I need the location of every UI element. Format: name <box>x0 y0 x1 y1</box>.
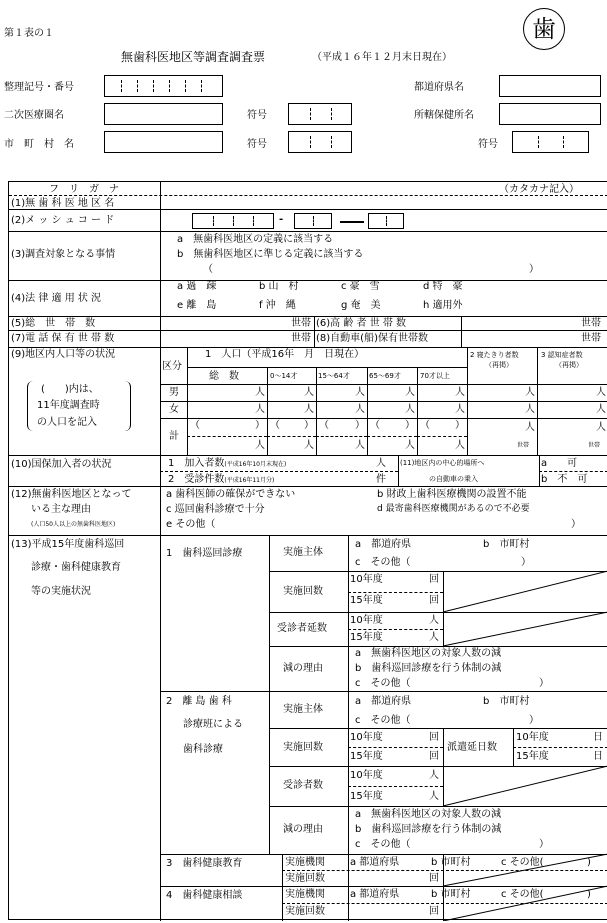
r12-option-c[interactable]: c 巡回歯科診療で十分 <box>166 504 265 515</box>
todofuken-input[interactable] <box>499 75 601 97</box>
r10-item-1: 1 加入者数(平成16年10月末現在) <box>168 458 287 469</box>
shichoson-label: 市 町 村 名 <box>4 139 74 150</box>
r12-label-1: (12)無歯科医地区となって <box>11 489 132 500</box>
s1-fy10-b: 10年度 <box>350 615 383 626</box>
furigana-label: フ リ ガ ナ <box>49 184 119 195</box>
page-title: 無歯科医地区等調査調査票 <box>121 50 266 64</box>
s1-kai-2: 回 <box>429 595 439 606</box>
col2-sub: （再掲） <box>485 361 513 369</box>
r12-option-a[interactable]: a 歯科医師の確保ができない <box>166 489 296 500</box>
s1-nin-2: 人 <box>429 632 439 643</box>
col-total: 総 数 <box>209 371 239 382</box>
pop-total-household: 世帯 <box>588 442 601 449</box>
s3-inst-a[interactable]: a 都道府県 <box>350 857 400 868</box>
s2-opt-city[interactable]: b 市町村 <box>483 696 530 707</box>
s2-nichi-2: 日 <box>593 751 603 762</box>
s2-fy10: 10年度 <box>350 732 383 743</box>
s4-kaisu-label: 実施回数 <box>285 906 325 917</box>
r4-option-a[interactable]: a 過 疎 <box>177 281 217 292</box>
s2-reason-close: ） <box>539 839 549 850</box>
r2-label: (2)メ ッ シ ュ コ ー ド <box>11 215 115 226</box>
pop-cell-unit: 人 <box>255 404 265 415</box>
s1-reason-label: 減の理由 <box>283 663 323 674</box>
r7-unit: 世帯 <box>291 333 311 344</box>
pop-total-paren-close: ） <box>355 420 365 431</box>
s1-opt-pref[interactable]: a 都道府県 <box>355 539 412 550</box>
pop-total-paren-open: （ <box>319 420 329 431</box>
s1-title: 1 歯科巡回診療 <box>166 548 243 559</box>
r3-option-b[interactable]: b 無歯科医地区に準じる定義に該当する <box>177 249 364 260</box>
fugo2-label: 符号 <box>247 139 267 150</box>
s2-kaisu-label: 実施回数 <box>283 742 323 753</box>
r12-label-2: いる主な理由 <box>31 504 91 515</box>
r11-label-2: の自動車の乗入 <box>429 475 478 483</box>
s1-nin-1: 人 <box>429 615 439 626</box>
s1-fy15: 15年度 <box>350 595 383 606</box>
s3-inst-close: ) <box>587 857 591 868</box>
pop-total-paren-close: ） <box>255 420 265 431</box>
s1-reason-b[interactable]: b 歯科巡回診療を行う体制の減 <box>355 663 502 674</box>
pop-total-household: 世帯 <box>517 442 530 449</box>
s4-inst-a[interactable]: a 都道府県 <box>350 889 400 900</box>
s4-kikan-label: 実施機関 <box>285 889 325 900</box>
pop-cell-unit: 人 <box>596 404 606 415</box>
shichoson-input[interactable] <box>104 131 223 153</box>
r12-label-3: (人口50人以上の無歯科医地区) <box>31 521 116 528</box>
r7-label: (7)電 話 保 有 世 帯 数 <box>11 333 115 344</box>
s2-fy15: 15年度 <box>350 751 383 762</box>
r4-option-h[interactable]: h 適用外 <box>423 300 463 311</box>
r13-label-2: 診療・歯科健康教育 <box>31 562 121 573</box>
s3-kaisu-label: 実施回数 <box>285 873 325 884</box>
population-header: 1 人口（平成16年 月 日現在） <box>205 349 365 360</box>
page-subtitle: （平成１６年１２月末日現在） <box>312 52 452 63</box>
s1-opt-close: ） <box>521 557 531 568</box>
pop-total-unit: 人 <box>596 422 606 433</box>
s1-fy15-b: 15年度 <box>350 632 383 643</box>
r11-option-a[interactable]: a 可 <box>541 458 578 469</box>
pop-total-unit: 人 <box>405 440 415 451</box>
col-65-69: 65～69才 <box>369 372 401 380</box>
s1-kaisu-label: 実施回数 <box>283 586 323 597</box>
seiri-label: 整理記号・番号 <box>4 82 74 93</box>
r1-label: (1)無 歯 科 医 地 区 名 <box>11 198 115 209</box>
pop-total-paren-close: ） <box>304 420 314 431</box>
col3-label: 3 認知症者数 <box>541 351 583 359</box>
r9-note-1: ( )内は、 <box>41 384 99 395</box>
s2-title-1: 2 離 島 歯 科 <box>166 696 232 707</box>
page-label: 第１表の１ <box>4 28 54 39</box>
r11-label: (11)地区内の中心的場所へ <box>400 459 485 467</box>
s2-nichi-1: 日 <box>593 732 603 743</box>
r4-option-c[interactable]: c 豪 雪 <box>341 281 380 292</box>
pop-cell-unit: 人 <box>596 387 606 398</box>
r3-paren-close: ） <box>529 264 539 275</box>
s2-fy10-b: 10年度 <box>350 770 383 781</box>
s1-reason-a[interactable]: a 無歯科医地区の対象人数の減 <box>355 648 502 659</box>
s4-inst-c[interactable]: c その他( <box>501 889 544 900</box>
row-total: 計 <box>169 431 179 442</box>
r5-unit: 世帯 <box>291 318 311 329</box>
todofuken-label: 都道府県名 <box>414 82 464 93</box>
pop-total-unit: 人 <box>455 440 465 451</box>
s2-opt-other[interactable]: c その他（ <box>355 715 411 726</box>
s2-reason-a[interactable]: a 無歯科医地区の対象人数の減 <box>355 809 502 820</box>
r4-option-d[interactable]: d 特 豪 <box>423 281 463 292</box>
pop-total-paren-open: （ <box>270 420 280 431</box>
col-70: 70才以上 <box>420 372 450 380</box>
s2-jushin-label: 受診者数 <box>283 780 323 791</box>
r12-option-d[interactable]: d 最寄歯科医療機関があるので不必要 <box>377 504 530 514</box>
s1-fy10: 10年度 <box>350 574 383 585</box>
r3-label: (3)調査対象となる事情 <box>11 249 116 260</box>
r4-option-e[interactable]: e 離 島 <box>177 300 217 311</box>
pop-total-paren-open: （ <box>190 420 200 431</box>
s1-nobe-label: 受診者延数 <box>277 623 327 634</box>
pop-total-unit: 人 <box>525 422 535 433</box>
hoken-label: 所轄保健所名 <box>414 110 474 121</box>
s2-fy15-b: 15年度 <box>350 791 383 802</box>
s1-opt-city[interactable]: b 市町村 <box>483 539 530 550</box>
col-15-64: 15～64才 <box>318 372 350 380</box>
seiri-input[interactable] <box>104 75 223 97</box>
r4-option-g[interactable]: g 奄 美 <box>341 300 381 311</box>
s1-kai-1: 回 <box>429 574 439 585</box>
dental-seal-icon: 歯 <box>523 8 565 50</box>
pop-cell-unit: 人 <box>405 387 415 398</box>
s2-kai-2: 回 <box>429 751 439 762</box>
col-0-14: 0～14才 <box>270 372 298 380</box>
pop-cell-unit: 人 <box>255 387 265 398</box>
s2-opt-close: ） <box>529 715 539 726</box>
s2-haken-label: 派遣延日数 <box>447 742 497 753</box>
r3-paren-open: （ <box>203 264 213 275</box>
r9-label: (9)地区内人口等の状況 <box>11 349 116 360</box>
s3-kai: 回 <box>429 873 439 884</box>
r13-label-1: (13)平成15年度歯科巡回 <box>11 539 125 550</box>
niji-input[interactable] <box>104 103 223 125</box>
pop-total-unit: 人 <box>355 440 365 451</box>
r5-label: (5)総 世 帯 数 <box>11 318 96 329</box>
s2-nin-1: 人 <box>429 770 439 781</box>
s3-title: 3 歯科健康教育 <box>166 858 243 869</box>
s2-title-2: 診療班による <box>183 719 243 730</box>
s3-inst-c[interactable]: c その他( <box>501 857 544 868</box>
pop-cell-unit: 人 <box>304 404 314 415</box>
fugo3-label: 符号 <box>478 139 498 150</box>
s4-inst-b[interactable]: b 市町村 <box>431 889 471 900</box>
s1-shutai-label: 実施主体 <box>283 547 323 558</box>
pop-cell-unit: 人 <box>525 404 535 415</box>
s3-kikan-label: 実施機関 <box>285 857 325 868</box>
pop-cell-unit: 人 <box>405 404 415 415</box>
survey-form-table: フ リ ガ ナ （カタカナ記入） (1)無 歯 科 医 地 区 名 (2)メ ッ シ ュ コ ー ド - (3)調査対象となる事情 a 無歯科医地区の定義に該当する b 無歯科医地区に準じる定義に該当する （ ） (4)法 律 適 用 状 況 a 過 疎 b 山 村 c 豪 雪 d 特 豪 e 離 島 f 沖 縄 g 奄 美 h 適用外 (5)総 世 帯 数 世帯 (6)高 齢 者 世 帯 数 世帯 (7)電 話 保 有 世 帯 数 世帯 (8)自動車(船)保有世帯数 世帯 (9)地区内人口等の状況 ( )内は、 11年度調査時 の人口を記入 区分 1 人口（平成16年 月 日現在） 総 数 0～14才 15～64才 65～69才 70才以上 2 寝たきり者数 （再掲） 3 認知症者数 （再掲） 男 女 計 人 人 人 人 人 人 人 人 人 人 人 人 人 人 （ ） 人 （ ） 人 （ ） 人 （ ） 人 （ ） 人 人 世帯 人 世帯 (10)国保加入者の状況 1 加入者数(平成16年10月末現在) 2 受診件数(平成16年11月分) 人 件 (11)地区内の中心的場所へ の自動車の乗入 a 可 b 不 可 (12)無歯科医地区となって いる主な理由 (人口50人以上の無歯科医地区) a 歯科医師の確保ができない b 財政上歯科医療機関の設置不能 c 巡回歯科診療で十分 d 最寄歯科医療機関があるので不必要 e その他（ ） (13)平成15年度歯科巡回 診療・歯科健康教育 等の実施状況 1 歯科巡回診療 2 離 島 歯 科 診療班による 歯科診療 3 歯科健康教育 4 歯科健康相談 実施主体 実施回数 受診者延数 減の理由 実施主体 実施回数 受診者数 減の理由 実施機関 実施回数 実施機関 実施回数 a 都道府県 b 市町村 c その他（ ） 10年度 回 15年度 回 10年度 人 15年度 人 a 無歯科医地区の対象人数の減 b 歯科巡回診療を行う体制の減 c その他（ ） a 都道府県 b 市町村 c その他（ ） 10年度 回 15年度 回 派遣延日数 10年度 日 15年度 日 10年度 人 15年度 人 a 無歯科医地区の対象人数の減 b 歯科巡回診療を行う体制の減 c その他（ ） a 都道府県 b 市町村 c その他( ) 回 a 都道府県 b 市町村 c その他( ) 回 <box>8 181 607 920</box>
r10-item-2: 2 受診件数(平成16年11月分) <box>168 474 275 485</box>
pop-total-paren-open: （ <box>370 420 380 431</box>
s2-reason-c[interactable]: c その他（ <box>355 839 411 850</box>
pop-cell-unit: 人 <box>455 387 465 398</box>
s2-reason-b[interactable]: b 歯科巡回診療を行う体制の減 <box>355 824 502 835</box>
r9-note-2: 11年度調査時 <box>37 400 100 411</box>
s2-opt-pref[interactable]: a 都道府県 <box>355 696 412 707</box>
kubun-label: 区分 <box>162 361 182 372</box>
row-male: 男 <box>169 387 179 398</box>
pop-total-unit: 人 <box>304 440 314 451</box>
fugo1-input[interactable] <box>288 103 352 125</box>
s4-title: 4 歯科健康相談 <box>166 890 243 901</box>
pop-total-paren-open: （ <box>420 420 430 431</box>
row-female: 女 <box>169 404 179 415</box>
r8-unit: 世帯 <box>581 333 601 344</box>
r12-option-e[interactable]: e その他（ <box>166 519 216 530</box>
fugo1-label: 符号 <box>247 110 267 121</box>
s4-inst-close: ) <box>587 889 591 900</box>
s2-nin-2: 人 <box>429 791 439 802</box>
fugo3-input[interactable] <box>512 131 589 153</box>
r10-unit-1: 人 <box>376 458 386 469</box>
pop-cell-unit: 人 <box>455 404 465 415</box>
r12-option-b[interactable]: b 財政上歯科医療機関の設置不能 <box>377 489 527 500</box>
pop-cell-unit: 人 <box>355 387 365 398</box>
pop-cell-unit: 人 <box>304 387 314 398</box>
pop-total-unit: 人 <box>255 440 265 451</box>
hoken-input[interactable] <box>499 103 601 125</box>
col2-label: 2 寝たきり者数 <box>470 351 519 359</box>
s1-opt-other[interactable]: c その他（ <box>355 557 411 568</box>
r10-label: (10)国保加入者の状況 <box>11 459 112 470</box>
niji-label: 二次医療圏名 <box>4 110 64 121</box>
pop-cell-unit: 人 <box>355 404 365 415</box>
r4-option-b[interactable]: b 山 村 <box>259 281 299 292</box>
s2-shutai-label: 実施主体 <box>283 704 323 715</box>
r12-close: ） <box>571 519 581 530</box>
r11-option-b[interactable]: b 不 可 <box>541 474 588 485</box>
pop-total-paren-close: ） <box>405 420 415 431</box>
r8-label: (8)自動車(船)保有世帯数 <box>316 333 428 344</box>
r4-label: (4)法 律 適 用 状 況 <box>11 293 102 304</box>
col3-sub: （再掲） <box>555 361 583 369</box>
katakana-note: （カタカナ記入） <box>499 184 579 195</box>
s2-fy15-c: 15年度 <box>516 751 549 762</box>
s1-reason-close: ） <box>539 678 549 689</box>
r4-option-f[interactable]: f 沖 縄 <box>259 300 296 311</box>
s2-kai-1: 回 <box>429 732 439 743</box>
r9-note-3: の人口を記入 <box>37 417 97 428</box>
fugo2-input[interactable] <box>288 131 352 153</box>
pop-cell-unit: 人 <box>525 387 535 398</box>
pop-total-paren-close: ） <box>455 420 465 431</box>
s2-reason-label: 減の理由 <box>283 824 323 835</box>
r10-unit-2: 件 <box>376 474 386 485</box>
s2-title-3: 歯科診療 <box>183 744 223 755</box>
s2-fy10-c: 10年度 <box>516 732 549 743</box>
r3-option-a[interactable]: a 無歯科医地区の定義に該当する <box>177 234 334 245</box>
s3-inst-b[interactable]: b 市町村 <box>431 857 471 868</box>
r13-label-3: 等の実施状況 <box>31 586 91 597</box>
s1-reason-c[interactable]: c その他（ <box>355 678 411 689</box>
r6-unit: 世帯 <box>581 318 601 329</box>
s4-kai: 回 <box>429 906 439 917</box>
r6-label: (6)高 齢 者 世 帯 数 <box>316 318 407 329</box>
